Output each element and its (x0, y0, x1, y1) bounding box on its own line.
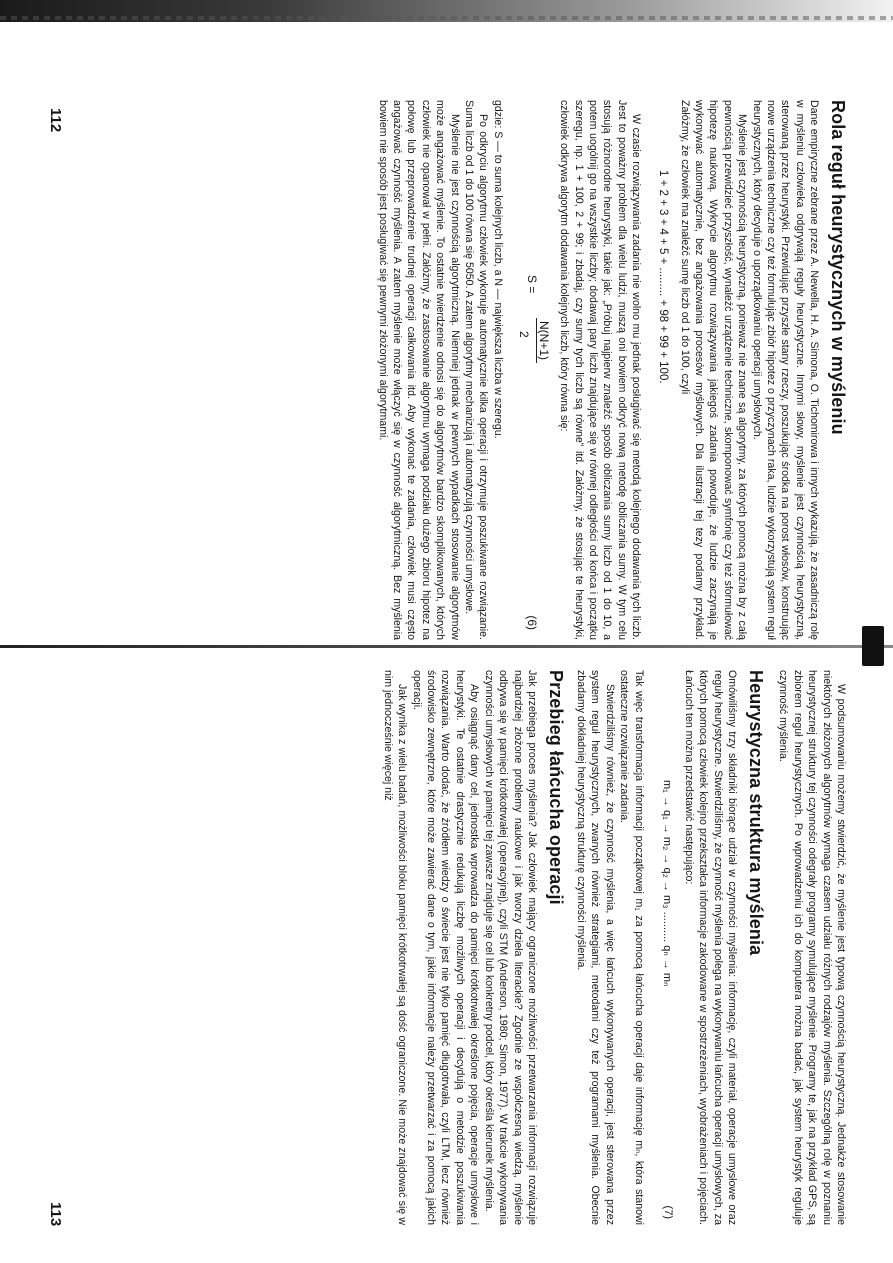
formula-lhs: S = (524, 275, 539, 294)
formula-number: (6) (524, 615, 539, 630)
operation-chain (654, 670, 674, 1225)
equation-text: 1 + 2 + 3 + 4 + 5 + ......... + 98 + 99 + 100. (657, 170, 670, 384)
fold-mark (862, 626, 884, 666)
page-113 (38, 670, 848, 1225)
paragraph: Po odkryciu algorytmu człowiek wykonuje automatycznie kilka operacji i otrzymuje poszukiwane rozwiązanie. Suma liczb od 1 do 100 równa się 5050. A zatem algorytmy mechanizują i automatyzują czynności umysłowe. (463, 100, 490, 640)
paragraph: Myślenie nie jest czynnością algorytmiczną. Niemniej jednak w pewnych wypadkach stosowanie algorytmów może angażować myślenie. To ostatnie twierdzenie odnosi się do algorytmów bardzo skomplikowanych, których człowiek nie opanował w pełni. Załóżmy, że zastosowanie algorytmu wymaga podziału dużego zbioru hipotez na połowę lub przeprowadzenie trudnej operacji całkowania itd. Aby wykonać te zadania, człowiek musi często angażować czynność myślenia. A zatem myślenie może włączyć się w czynność algorytmiczną. Bez myślenia bowiem nie sposób jest posługiwać się pewnymi złożonymi algorytmami. (376, 100, 461, 640)
paragraph: Dane empiryczne zebrane przez A. Newella, H. A. Simona, O. Tichomirowa i innych wykazują, że zasadniczą rolę w myśleniu człowieka odgrywają reguły heurystyczne. Innymi słowy, myślenie jest czynnością heurystyczną, sterowaną przez heurystyki. Przewidując przyszłe stany rzeczy, poszukując środka na porost włosów, konstruując nowe urządzenia techniczne czy też formułując zbiór hipotez o przyczynach raka, ludzie wykorzystują system reguł heurystycznych, który decyduje o uporządkowaniu operacji umysłowych. (750, 100, 821, 640)
paragraph: Myślenie jest czynnością heurystyczną, ponieważ nie znane są algorytmy, za których pomocą można by z całą pewnością przewidzieć przyszłość, wynaleźć urządzenie techniczne, skomponować symfonię czy też sformułować hipotezę naukową. Wykrycie algorytmu rozwiązywania jakiegoś zadania powoduje, że ludzie zaczynają je wykonywać automatycznie, bez angażowania procesów myślowych. Dla ilustracji tej tezy podamy przykład. Załóżmy, że człowiek ma znaleźć sumę liczb od 1 do 100, czyli (678, 100, 749, 640)
chain-formula: m₁ → q₁ → m₂ → q₂ → m₃ .......... qₙ → mₙ (660, 780, 673, 987)
paragraph: Jak przebiega proces myślenia? Jak człowiek mający ograniczone możliwości przetwarzania informacji rozwiązuje najbardziej złożone problemy naukowe i jak tworzy dzieła literackie? Zgodnie ze współczesną wiedzą, myślenie odbywa się w pamięci krótkotrwałej (operacyjnej), czyli STM (Anderson, 1980; Simon, 1977). W trakcie wykonywania czynności umysłowych w pamięci tej zawsze znajduje się cel lub konkretny podcel, który określa kierunek myślenia. (482, 670, 538, 1225)
scan-edge (0, 0, 893, 22)
section-title-przebieg: Przebieg łańcucha operacji (545, 670, 566, 905)
paragraph: Stwierdziliśmy również, że czynność myślenia, a więc łańcuch wykonywanych operacji, jest sterowana przez system reguł heurystycznych, zwanych również strategiami, metodami czy też programami myślenia. Obecnie zbadamy dokładniej heurystyczną strukturę czynności myślenia. (575, 670, 616, 1225)
formula-6 (511, 100, 551, 640)
paragraph: Aby osiągnąć dany cel, jednostka wprowadza do pamięci krótkotrwałej określone pojęcia, operacje umysłowe i heurystyki. Te ostatnie drastycznie redukują liczbę możliwych operacji i decydują o metodzie poszukiwania rozwiązania. Warto dodać, że źródłem wiedzy o świecie jest nie tylko pamięć długotrwała, czyli LTM, lecz również środowisko zewnętrzne, które może zawierać dane o tym, jakie informacje należy przetwarzać i za pomocą jakich operacji. (410, 670, 481, 1225)
paragraph: Omówiliśmy trzy składniki biorące udział w czynności myślenia: informację, czyli materiał, operacje umysłowe oraz reguły heurystyczne. Stwierdziliśmy, że czynność myślenia polega na wykonywaniu łańcucha operacji umysłowych, za których pomocą człowiek kolejno przekształca informacje zakodowane w spostrzeżeniach, wyobrażeniach i pojęciach. Łańcuch ten można przedstawić następująco: (683, 670, 739, 1225)
paragraph: Tak więc transformacja informacji początkowej m₁ za pomocą łańcucha operacji daje informację mₙ, która stanowi ostateczne rozwiązanie zadania. (618, 670, 645, 1225)
section-title-rola: Rola reguł heurystycznych w myśleniu (828, 100, 848, 435)
paragraph: Jak wynika z wielu badań, możliwości bloku pamięci krótkotrwałej są dość ograniczone. Nie może znajdować się w nim jednocześnie więcej niż (381, 670, 409, 1225)
formula-number: (7) (661, 1205, 674, 1219)
book-fold-line (0, 645, 893, 648)
section-title-heurystyczna: Heurystyczna struktura myślenia (745, 670, 766, 956)
formula-numerator: N(N+1) (536, 318, 551, 363)
page-number-112: 112 (47, 108, 64, 133)
page-112 (48, 100, 848, 640)
formula-denominator: 2 (516, 331, 531, 338)
page-number-113: 113 (47, 1202, 64, 1227)
equation-sum (651, 100, 669, 640)
paragraph: gdzie: S — to suma kolejnych liczb, a N — największa liczba w szeregu. (491, 100, 504, 439)
paragraph: W podsumowaniu możemy stwierdzić, że myślenie jest typową czynnością heurystyczną. Jednakże stosowanie niektórych złożonych algorytmów wymaga czasem udziału różnych rodzajów myślenia. Szczególną rolę w poznaniu heurystycznej struktury tej czynności odegrały programy symulujące myślenie. Programy te, jak na przykład GPS, są zbiorem reguł heurystycznych. Po wprowadzeniu ich do komputera można badać, jak system heurystyk reguluje czynność myślenia. (777, 670, 847, 1225)
paragraph: W czasie rozwiązywania zadania nie wolno mu jednak posługiwać się metodą kolejnego dodawania tych liczb. Jest to poważny problem dla wielu ludzi, muszą oni bowiem odkryć nową metodę obliczania sumy. W tym celu stosują różnorodne heurystyki, takie jak: „Próbuj najpierw znaleźć sposób obliczania sumy liczb od 1 do 10, a potem uogólnij go na wszystkie liczby; dodawaj pary liczb znajdujące się w równej odległości od końca i początku szeregu, np. 1 + 100, 2 + 99; i zbadaj, czy sumy tych liczb są równe” itd. Załóżmy, że stosując te heurystyki, człowiek odkrywa algorytm dodawania kolejnych liczb, który równa się: (558, 100, 643, 640)
